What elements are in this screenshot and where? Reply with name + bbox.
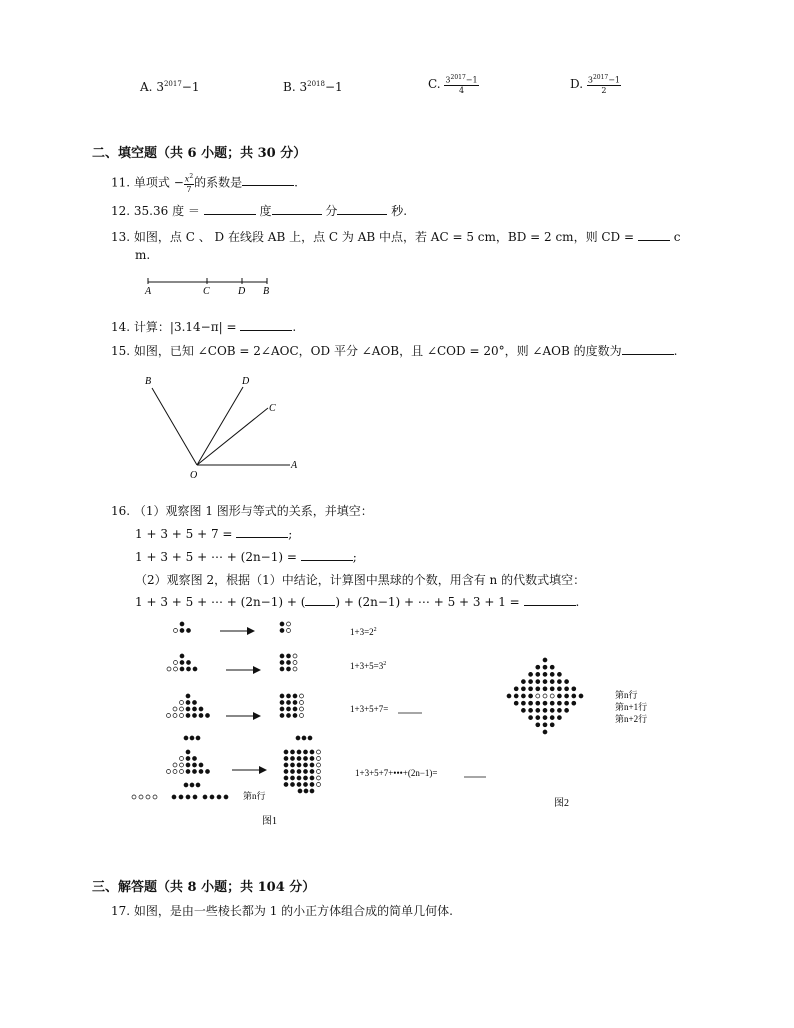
black-dot xyxy=(550,680,554,684)
answer-blank[interactable] xyxy=(524,594,576,606)
black-dot xyxy=(280,714,284,718)
black-dot xyxy=(557,680,561,684)
segment-figure xyxy=(140,275,280,297)
black-dot xyxy=(304,757,308,761)
section-title: 二、填空题（共 6 小题；共 30 分） xyxy=(92,146,307,161)
black-dot xyxy=(284,763,288,767)
black-dot xyxy=(543,708,547,712)
black-dot xyxy=(543,665,547,669)
black-dot xyxy=(297,770,301,774)
black-dot xyxy=(572,701,576,705)
black-dot xyxy=(186,795,190,799)
black-dot xyxy=(179,795,183,799)
angle-figure xyxy=(140,370,310,482)
white-dot xyxy=(139,795,143,799)
white-dot xyxy=(180,770,184,774)
black-dot xyxy=(308,736,312,740)
option-a: A. $3^{2017}-1$ xyxy=(140,80,200,94)
black-dot xyxy=(284,770,288,774)
black-dot xyxy=(280,694,284,698)
black-dot xyxy=(293,694,297,698)
black-dot xyxy=(217,795,221,799)
black-dot xyxy=(304,750,308,754)
black-dot xyxy=(203,795,207,799)
fig1-caption: 图1 xyxy=(262,816,277,827)
black-dot xyxy=(280,654,284,658)
black-dot xyxy=(193,757,197,761)
black-dot xyxy=(193,795,197,799)
fig1-eq4: 1+3+5+7+•••+(2n−1)= xyxy=(355,768,438,778)
black-dot xyxy=(565,694,569,698)
black-dot xyxy=(529,694,533,698)
black-dot xyxy=(193,714,197,718)
label-b: B xyxy=(263,286,270,297)
black-dot xyxy=(521,701,525,705)
black-dot xyxy=(536,708,540,712)
black-dot xyxy=(543,723,547,727)
black-dot xyxy=(293,714,297,718)
white-dot xyxy=(173,714,177,718)
label-d: D xyxy=(238,286,246,297)
black-dot xyxy=(543,672,547,676)
black-dot xyxy=(304,789,308,793)
black-dot xyxy=(280,701,284,705)
answer-blank[interactable] xyxy=(337,203,387,215)
fig2-diamond xyxy=(507,658,583,734)
fig2-caption: 图2 xyxy=(554,798,569,809)
black-dot xyxy=(565,708,569,712)
black-dot xyxy=(186,694,190,698)
black-dot xyxy=(284,757,288,761)
answer-blank[interactable] xyxy=(236,526,288,538)
white-dot xyxy=(173,707,177,711)
black-dot xyxy=(304,770,308,774)
option-c: C. $\frac{3^{2017}-1}{4}$ xyxy=(428,74,478,95)
black-dot xyxy=(193,763,197,767)
white-dot xyxy=(300,707,304,711)
black-dot xyxy=(199,763,203,767)
black-dot xyxy=(536,687,540,691)
black-dot xyxy=(187,667,191,671)
black-dot xyxy=(193,707,197,711)
black-dot xyxy=(310,776,314,780)
black-dot xyxy=(291,750,295,754)
black-dot xyxy=(550,723,554,727)
black-dot xyxy=(514,694,518,698)
black-dot xyxy=(284,776,288,780)
black-dot xyxy=(284,783,288,787)
black-dot xyxy=(550,708,554,712)
black-dot xyxy=(529,680,533,684)
black-dot xyxy=(565,680,569,684)
white-dot xyxy=(287,622,291,626)
black-dot xyxy=(304,763,308,767)
black-dot xyxy=(296,736,300,740)
black-dot xyxy=(536,723,540,727)
black-dot xyxy=(536,680,540,684)
black-dot xyxy=(298,789,302,793)
black-dot xyxy=(543,716,547,720)
black-dot xyxy=(196,783,200,787)
black-dot xyxy=(536,665,540,669)
white-dot xyxy=(317,757,321,761)
black-dot xyxy=(186,770,190,774)
answer-blank[interactable] xyxy=(272,203,322,215)
fig1-eq2: $1+3+5=3^2$ xyxy=(350,661,387,671)
black-dot xyxy=(507,694,511,698)
white-dot xyxy=(536,694,540,698)
black-dot xyxy=(297,750,301,754)
white-dot xyxy=(543,694,547,698)
white-dot xyxy=(317,750,321,754)
black-dot xyxy=(280,629,284,633)
white-dot xyxy=(180,701,184,705)
white-dot xyxy=(300,694,304,698)
black-dot xyxy=(293,701,297,705)
black-dot xyxy=(543,730,547,734)
white-dot xyxy=(317,776,321,780)
black-dot xyxy=(521,687,525,691)
black-dot xyxy=(180,629,184,633)
question-12: 12. 35.36 度 ＝ 度 分 秒. xyxy=(111,204,408,218)
question-16-eq2: 1 + 3 + 5 + ⋯ + (2n−1) = ; xyxy=(135,550,357,564)
question-16-eq3: 1 + 3 + 5 + ⋯ + (2n−1) + ( ) + (2n−1) + ⋯ + 5 + 3 + 1 = . xyxy=(135,595,580,609)
label-c: C xyxy=(269,403,276,414)
option-b: B. $3^{2018}-1$ xyxy=(283,80,343,94)
white-dot xyxy=(174,629,178,633)
black-dot xyxy=(521,708,525,712)
question-13-cont: m. xyxy=(135,248,151,262)
black-dot xyxy=(287,694,291,698)
black-dot xyxy=(199,770,203,774)
black-dot xyxy=(193,667,197,671)
answer-blank[interactable] xyxy=(204,203,256,215)
white-dot xyxy=(550,694,554,698)
white-dot xyxy=(167,714,171,718)
white-dot xyxy=(180,763,184,767)
black-dot xyxy=(579,694,583,698)
black-dot xyxy=(193,701,197,705)
black-dot xyxy=(280,661,284,665)
white-dot xyxy=(300,701,304,705)
fig1-squares xyxy=(280,622,321,793)
black-dot xyxy=(186,714,190,718)
fig2-row-n: 第n行 xyxy=(615,690,638,700)
fig1-eq3: 1+3+5+7= xyxy=(350,704,389,714)
white-dot xyxy=(132,795,136,799)
question-16-part2: （2）观察图 2，根据（1）中结论，计算图中黑球的个数，用含有 n 的代数式填空： xyxy=(135,573,586,587)
black-dot xyxy=(521,694,525,698)
black-dot xyxy=(536,672,540,676)
answer-blank[interactable] xyxy=(305,594,335,606)
black-dot xyxy=(557,694,561,698)
fig1-triangles xyxy=(132,622,228,799)
question-15: 15. 如图，已知 ∠COB = 2∠AOC，OD 平分 ∠AOB，且 ∠COD = 20°，则 ∠AOB 的度数为 . xyxy=(111,344,678,358)
black-dot xyxy=(287,701,291,705)
black-dot xyxy=(287,667,291,671)
black-dot xyxy=(543,687,547,691)
black-dot xyxy=(310,770,314,774)
black-dot xyxy=(521,680,525,684)
white-dot xyxy=(180,707,184,711)
black-dot xyxy=(543,701,547,705)
black-dot xyxy=(550,687,554,691)
black-dot xyxy=(224,795,228,799)
black-dot xyxy=(514,687,518,691)
white-dot xyxy=(317,783,321,787)
answer-blank[interactable] xyxy=(638,229,670,241)
answer-blank[interactable] xyxy=(301,549,353,561)
black-dot xyxy=(180,667,184,671)
ray-od xyxy=(197,387,243,465)
black-dot xyxy=(550,665,554,669)
black-dot xyxy=(280,707,284,711)
question-11: 11. 单项式 − $\frac{x^2}{7}$ 的系数是 . xyxy=(111,173,298,194)
black-dot xyxy=(280,622,284,626)
black-dot xyxy=(557,716,561,720)
black-dot xyxy=(565,687,569,691)
ray-oc xyxy=(197,408,268,465)
label-b: B xyxy=(145,376,152,387)
black-dot xyxy=(529,687,533,691)
black-dot xyxy=(536,716,540,720)
black-dot xyxy=(180,654,184,658)
black-dot xyxy=(186,750,190,754)
fig2-row-n2: 第n+2行 xyxy=(615,714,648,724)
white-dot xyxy=(287,629,291,633)
black-dot xyxy=(297,783,301,787)
black-dot xyxy=(187,629,191,633)
black-dot xyxy=(543,680,547,684)
question-17: 17. 如图，是由一些棱长都为 1 的小正方体组合成的简单几何体. xyxy=(111,904,453,918)
section-title: 三、解答题（共 8 小题；共 104 分） xyxy=(92,880,316,895)
question-16-intro: 16. （1）观察图 1 图形与等式的关系，并填空： xyxy=(111,504,373,518)
white-dot xyxy=(146,795,150,799)
black-dot xyxy=(287,707,291,711)
black-dot xyxy=(293,707,297,711)
white-dot xyxy=(293,661,297,665)
black-dot xyxy=(529,701,533,705)
fig1-eq1: $1+3=2^2$ xyxy=(350,627,377,637)
black-dot xyxy=(184,783,188,787)
black-dot xyxy=(572,694,576,698)
white-dot xyxy=(293,667,297,671)
black-dot xyxy=(557,687,561,691)
black-dot xyxy=(190,736,194,740)
black-dot xyxy=(206,770,210,774)
ray-ob xyxy=(152,388,197,465)
black-dot xyxy=(184,736,188,740)
black-dot xyxy=(550,672,554,676)
black-dot xyxy=(310,763,314,767)
white-dot xyxy=(293,654,297,658)
black-dot xyxy=(297,757,301,761)
black-dot xyxy=(196,736,200,740)
black-dot xyxy=(180,622,184,626)
answer-blank[interactable] xyxy=(622,343,674,355)
white-dot xyxy=(180,757,184,761)
dot-figures xyxy=(130,612,690,832)
black-dot xyxy=(304,783,308,787)
white-dot xyxy=(317,763,321,767)
label-d: D xyxy=(242,376,250,387)
label-c: C xyxy=(203,286,210,297)
black-dot xyxy=(557,672,561,676)
white-dot xyxy=(180,714,184,718)
black-dot xyxy=(310,783,314,787)
black-dot xyxy=(557,708,561,712)
white-dot xyxy=(174,667,178,671)
white-dot xyxy=(167,667,171,671)
black-dot xyxy=(287,654,291,658)
question-14: 14. 计算：|3.14−π| = . xyxy=(111,320,297,334)
black-dot xyxy=(287,714,291,718)
black-dot xyxy=(199,714,203,718)
black-dot xyxy=(310,789,314,793)
question-16-eq1: 1 + 3 + 5 + 7 = ; xyxy=(135,527,293,541)
black-dot xyxy=(291,763,295,767)
black-dot xyxy=(302,736,306,740)
black-dot xyxy=(550,716,554,720)
answer-blank[interactable] xyxy=(240,319,292,331)
white-dot xyxy=(173,770,177,774)
white-dot xyxy=(173,763,177,767)
black-dot xyxy=(565,701,569,705)
black-dot xyxy=(572,687,576,691)
black-dot xyxy=(280,667,284,671)
black-dot xyxy=(291,757,295,761)
black-dot xyxy=(543,658,547,662)
white-dot xyxy=(300,714,304,718)
label-a: A xyxy=(145,286,152,297)
white-dot xyxy=(167,770,171,774)
white-dot xyxy=(174,661,178,665)
answer-blank[interactable] xyxy=(242,174,294,186)
black-dot xyxy=(514,701,518,705)
white-dot xyxy=(153,795,157,799)
black-dot xyxy=(206,714,210,718)
black-dot xyxy=(297,763,301,767)
black-dot xyxy=(199,707,203,711)
white-dot xyxy=(317,770,321,774)
black-dot xyxy=(291,770,295,774)
label-o: O xyxy=(190,470,198,481)
black-dot xyxy=(529,716,533,720)
black-dot xyxy=(284,750,288,754)
black-dot xyxy=(310,757,314,761)
option-d: D. $\frac{3^{2017}-1}{2}$ xyxy=(570,74,621,95)
black-dot xyxy=(186,707,190,711)
question-13: 13. 如图，点 C 、 D 在线段 AB 上，点 C 为 AB 中点，若 AC = 5 cm，BD = 2 cm，则 CD = c xyxy=(111,230,681,244)
black-dot xyxy=(287,661,291,665)
black-dot xyxy=(536,701,540,705)
black-dot xyxy=(186,763,190,767)
black-dot xyxy=(190,783,194,787)
nth-row-label: 第n行 xyxy=(243,791,266,801)
black-dot xyxy=(529,672,533,676)
black-dot xyxy=(304,776,308,780)
black-dot xyxy=(310,750,314,754)
black-dot xyxy=(291,776,295,780)
black-dot xyxy=(172,795,176,799)
black-dot xyxy=(297,776,301,780)
black-dot xyxy=(557,701,561,705)
black-dot xyxy=(291,783,295,787)
black-dot xyxy=(180,661,184,665)
black-dot xyxy=(550,701,554,705)
black-dot xyxy=(210,795,214,799)
black-dot xyxy=(187,661,191,665)
black-dot xyxy=(529,708,533,712)
label-a: A xyxy=(291,460,298,471)
black-dot xyxy=(186,701,190,705)
black-dot xyxy=(186,757,190,761)
black-dot xyxy=(193,770,197,774)
fig2-row-n1: 第n+1行 xyxy=(615,702,648,712)
